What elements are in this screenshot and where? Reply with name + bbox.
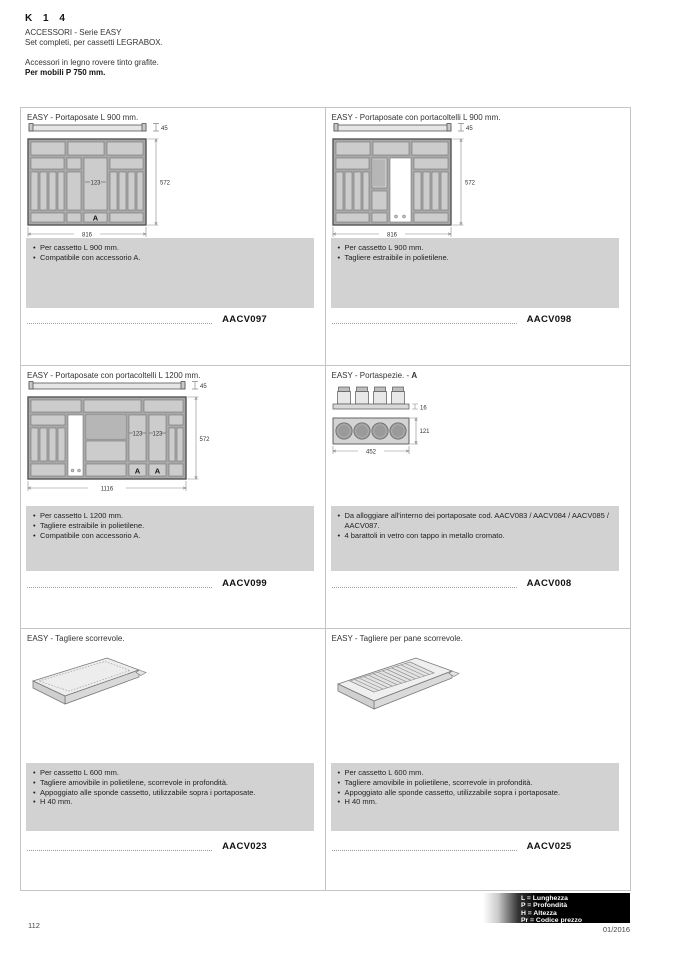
dim-label: 45 — [161, 126, 168, 132]
product-cell-aacv008 — [326, 366, 631, 629]
bullet-item: • H 40 mm. — [33, 797, 307, 807]
product-code-line — [27, 578, 267, 589]
product-code-line — [332, 841, 572, 852]
product-cell-aacv097 — [21, 108, 326, 366]
product-title: EASY - Tagliere scorrevole. — [27, 634, 125, 643]
dim-label: 572 — [464, 180, 475, 187]
product-title: EASY - Portaposate con portacoltelli L 900 mm. — [331, 113, 501, 122]
dim-label: 572 — [199, 437, 210, 443]
dim-label: 45 — [200, 384, 207, 390]
technical-drawing-cutlery-knife-tray-900 — [330, 121, 502, 243]
product-info-box — [331, 506, 620, 571]
product-title: EASY - Tagliere per pane scorrevole. — [331, 634, 463, 643]
dim-label: 123 — [132, 431, 143, 438]
dotted-leader — [332, 580, 517, 588]
bullet-item: • Tagliere estraibile in polietilene. — [338, 253, 613, 263]
bullet-item: • H 40 mm. — [338, 797, 613, 807]
product-code-line — [27, 841, 267, 852]
page-header — [25, 13, 163, 78]
dotted-leader — [332, 316, 517, 324]
bullet-item: • Per cassetto L 900 mm. — [338, 243, 613, 253]
dotted-leader — [27, 316, 212, 324]
series-subtitle: Set completi, per cassetti LEGRABOX. — [25, 38, 163, 47]
bullet-item: • Per cassetto L 900 mm. — [33, 243, 307, 253]
product-code-line — [332, 578, 572, 589]
legend-bar — [483, 893, 630, 923]
legend-line-p: P = Profondità — [521, 902, 568, 910]
product-cell-aacv099 — [21, 366, 326, 629]
dim-label: 16 — [419, 405, 427, 412]
bullet-item: • Appoggiato alle sponde cassetto, utilizzabile sopra i portaposate. — [33, 788, 307, 798]
product-code: AACV025 — [526, 841, 572, 852]
marker-a-label: A — [154, 466, 161, 476]
material-note: Accessori in legno rovere tinto grafite. — [25, 58, 159, 67]
bullet-item: • Tagliere amovibile in polietilene, scorrevole in profondità. — [338, 778, 613, 788]
product-cell-aacv098 — [326, 108, 631, 366]
marker-a-label: A — [92, 213, 99, 223]
technical-drawing-cutlery-knife-tray-1200 — [25, 379, 230, 501]
dim-label: 816 — [386, 232, 397, 239]
dim-label: 45 — [465, 126, 473, 132]
dim-label: 121 — [419, 429, 430, 435]
product-title: EASY - Portaposate con portacoltelli L 1200 mm. — [27, 371, 201, 380]
product-code: AACV098 — [526, 314, 572, 325]
bullet-item: • Appoggiato alle sponde cassetto, utilizzabile sopra i portaposate. — [338, 788, 613, 798]
product-info-box — [26, 506, 314, 571]
dim-label: 1116 — [100, 486, 114, 493]
product-info-box — [331, 238, 620, 308]
bullet-item: • Da alloggiare all'interno dei portaposate cod. AACV083 / AACV084 / AACV085 / AACV087. — [338, 511, 613, 531]
legend-line-h: H = Altezza — [521, 909, 557, 917]
dim-label: 123 — [90, 180, 101, 187]
page-code: K 1 4 — [25, 13, 69, 24]
product-info-box — [331, 763, 620, 831]
bullet-item: • Per cassetto L 600 mm. — [338, 768, 613, 778]
product-code-line — [332, 314, 572, 325]
dotted-leader — [27, 580, 212, 588]
edition-date: 01/2016 — [602, 925, 630, 934]
technical-drawing-spice-rack — [330, 382, 470, 464]
legend-line-pr: Pr = Codice prezzo — [521, 916, 582, 924]
product-code: AACV023 — [222, 841, 267, 852]
product-title-text: EASY - Portaspezie. - — [331, 371, 412, 380]
page-number: 112 — [28, 921, 40, 930]
bullet-item: • Per cassetto L 1200 mm. — [33, 511, 307, 521]
dotted-leader — [27, 843, 212, 851]
bullet-item: • Per cassetto L 600 mm. — [33, 768, 307, 778]
bullet-item: • Tagliere estraibile in polietilene. — [33, 521, 307, 531]
technical-drawing-bread-board — [330, 651, 480, 729]
technical-drawing-sliding-board — [25, 651, 175, 726]
bullet-item: • Tagliere amovibile in polietilene, scorrevole in profondità. — [33, 778, 307, 788]
product-grid — [20, 107, 631, 891]
dotted-leader — [332, 843, 517, 851]
dim-label: 572 — [160, 180, 171, 187]
cabinet-note: Per mobili P 750 mm. — [25, 68, 106, 77]
product-code-line — [27, 314, 267, 325]
bullet-item: • Compatibile con accessorio A. — [33, 253, 307, 263]
product-title — [332, 371, 418, 380]
product-info-box — [26, 763, 314, 831]
product-cell-aacv025 — [326, 629, 631, 890]
series-title: ACCESSORI - Serie EASY — [25, 28, 122, 37]
product-code: AACV008 — [526, 578, 572, 589]
legend-line-l: L = Lunghezza — [521, 895, 568, 902]
product-title: EASY - Portaposate L 900 mm. — [27, 113, 139, 122]
product-info-box — [26, 238, 314, 308]
dim-label: 452 — [365, 449, 376, 456]
bullet-item: • Compatibile con accessorio A. — [33, 531, 307, 541]
bullet-item: • 4 barattoli in vetro con tappo in metallo cromato. — [338, 531, 613, 541]
product-code: AACV097 — [222, 314, 267, 325]
technical-drawing-cutlery-tray-900 — [25, 121, 197, 243]
product-cell-aacv023 — [21, 629, 326, 890]
product-code: AACV099 — [222, 578, 267, 589]
marker-a-label: A — [411, 371, 418, 380]
marker-a-label: A — [134, 466, 141, 476]
dim-label: 123 — [152, 431, 163, 438]
dim-label: 816 — [81, 232, 93, 239]
